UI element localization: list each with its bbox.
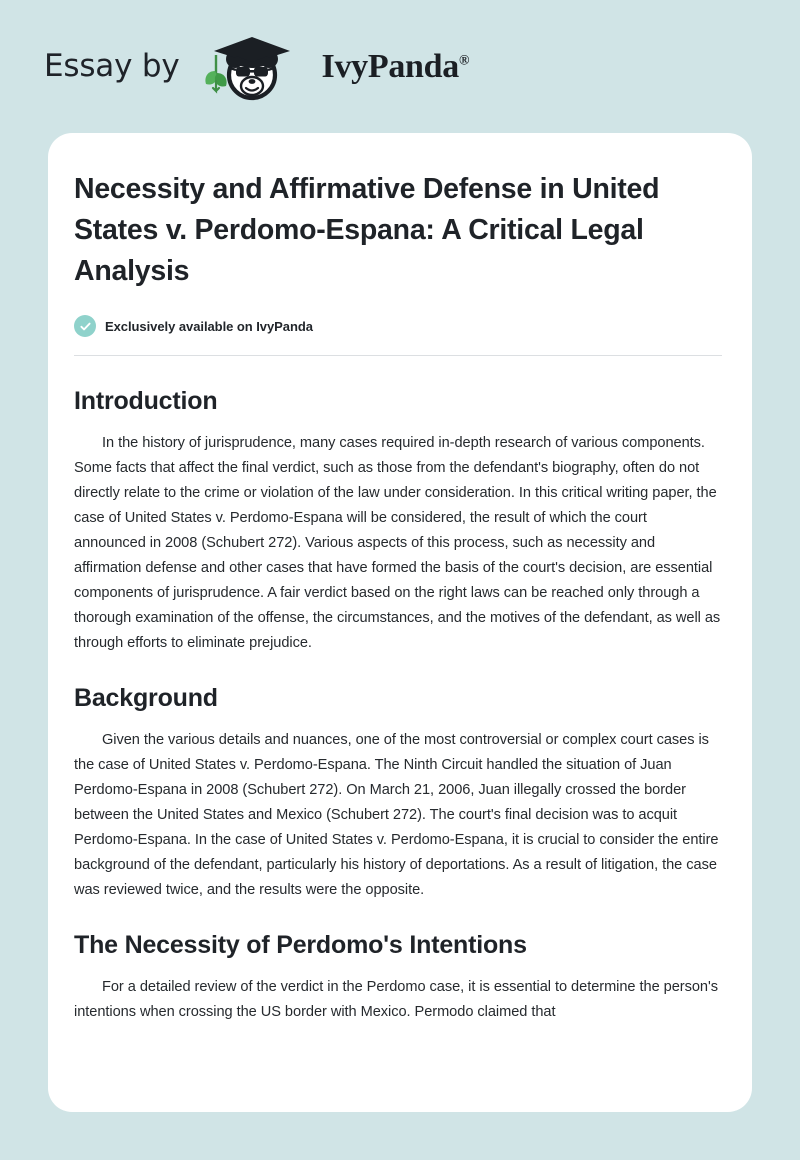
exclusivity-badge (74, 315, 722, 337)
check-circle-icon (74, 315, 96, 337)
section-paragraph-necessity-of-perdomos-intentions: For a detailed review of the verdict in the Perdomo case, it is essential to determine the person's intentions when crossing the US border with Mexico. Permodo claimed that (74, 979, 718, 1020)
section-paragraph-background: Given the various details and nuances, one of the most controversial or complex court cases is the case of United States v. Perdomo-Espana. The Ninth Circuit handled the situation of Juan Perdomo-Espana in 2008 (Schubert 272). On March 21, 2006, Juan illegally crossed the border between the United States and Mexico (Schubert 272). The court's final decision was to acquit Perdomo-Espana. In the case of United States v. Perdomo-Espana, it is crucial to consider the entire background of the defendant, particularly his history of deportations. As a result of litigation, the case was reviewed twice, and the results were the opposite. (74, 732, 719, 898)
brand-header (0, 0, 800, 133)
title-divider (74, 355, 722, 356)
exclusivity-badge-label: Exclusively available on IvyPanda (105, 318, 313, 334)
section-heading-background: Background (74, 684, 218, 712)
section-heading-necessity-of-perdomos-intentions: The Necessity of Perdomo's Intentions (74, 931, 527, 959)
brand-wordmark (321, 47, 470, 85)
panda-graduation-cap-logo-icon (194, 31, 314, 103)
brand-lockup[interactable] (44, 31, 469, 103)
essay-by-label: Essay by (44, 48, 180, 84)
essay-card-content (48, 133, 752, 1025)
registered-trademark-mark: ® (458, 53, 470, 69)
section-heading-introduction: Introduction (74, 387, 218, 415)
brand-name-text: IvyPanda (321, 47, 459, 85)
page-title: Necessity and Affirmative Defense in United States v. Perdomo-Espana: A Critical Legal Analysis (74, 173, 660, 287)
section-paragraph-introduction: In the history of jurisprudence, many cases required in-depth research of various components. Some facts that affect the final verdict, such as those from the defendant's biography, often do not directly relate to the crime or violation of the law under consideration. In this critical writing paper, the case of United States v. Perdomo-Espana will be considered, the result of which the court announced in 2008 (Schubert 272). Various aspects of this process, such as necessity and affirmation defense and other cases that have formed the basis of the court's decision, are essential components of jurisprudence. A fair verdict based on the right laws can be reached only through a thorough examination of the offense, the circumstances, and the motives of the defendant, as well as through efforts to eliminate prejudice. (74, 435, 721, 651)
essay-card (48, 133, 752, 1112)
